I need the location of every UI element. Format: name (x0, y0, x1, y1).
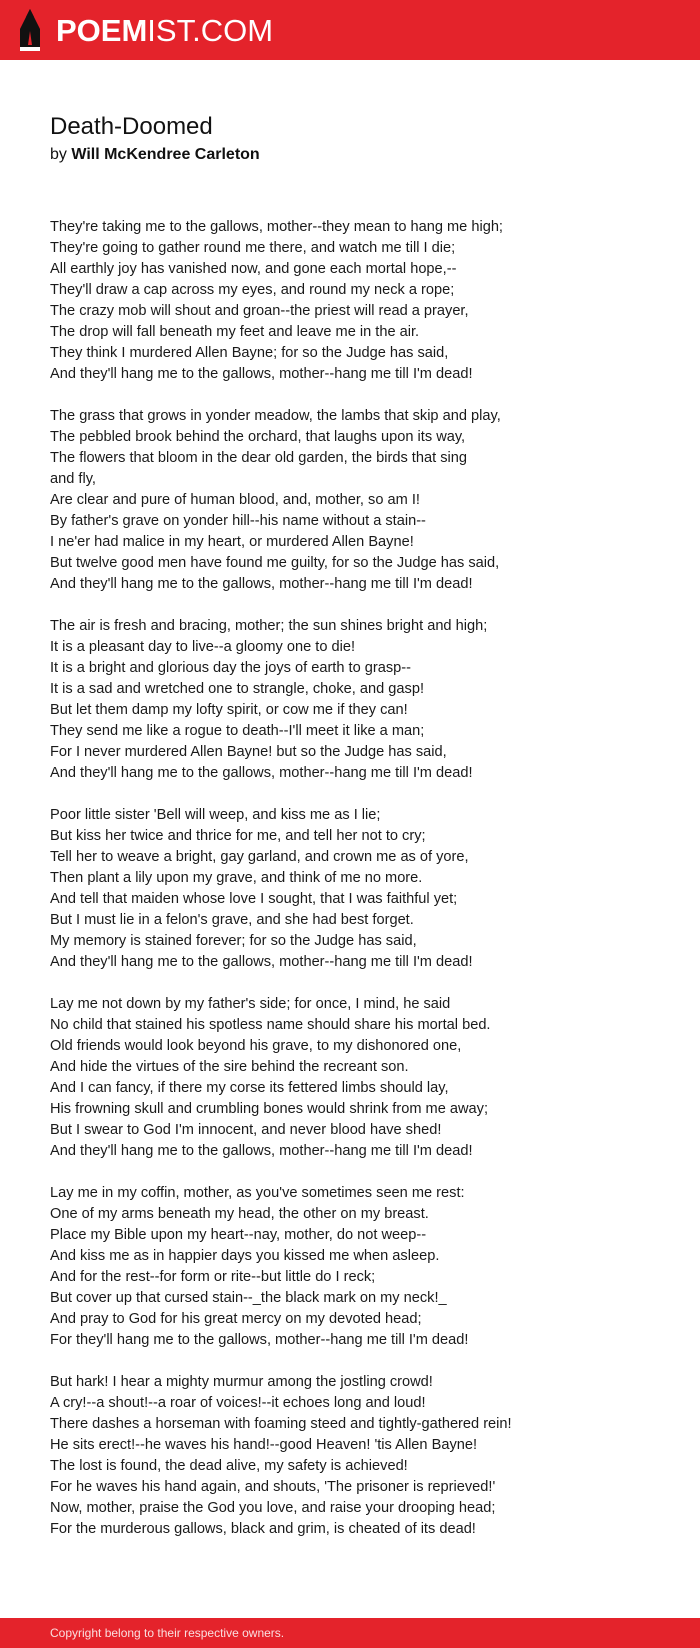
poem-line: His frowning skull and crumbling bones would shrink from me away; (50, 1101, 488, 1117)
by-label: by (50, 146, 67, 163)
poem-line: The air is fresh and bracing, mother; the sun shines bright and high; (50, 618, 488, 634)
poem-stanza (50, 1183, 660, 1351)
poem-line: But let them damp my lofty spirit, or cow me if they can! (50, 702, 408, 718)
pencil-icon (18, 9, 42, 51)
poem-line: For they'll hang me to the gallows, mother--hang me till I'm dead! (50, 1332, 469, 1348)
poem-line: Tell her to weave a bright, gay garland, and crown me as of yore, (50, 849, 469, 865)
poem-body (50, 217, 660, 1540)
site-logo-link[interactable] (18, 9, 273, 51)
poem-title: Death-Doomed (50, 113, 213, 140)
poem-line: For he waves his hand again, and shouts, 'The prisoner is reprieved!' (50, 1479, 496, 1495)
poem-line: A cry!--a shout!--a roar of voices!--it echoes long and loud! (50, 1395, 426, 1411)
poem-line: The pebbled brook behind the orchard, that laughs upon its way, (50, 429, 466, 445)
poem-line: And kiss me as in happier days you kissed me when asleep. (50, 1248, 440, 1264)
poem-line: But I swear to God I'm innocent, and never blood have shed! (50, 1122, 442, 1138)
poem-line: And hide the virtues of the sire behind the recreant son. (50, 1059, 409, 1075)
poem-line: It is a pleasant day to live--a gloomy one to die! (50, 639, 356, 655)
poem-line: And they'll hang me to the gallows, mother--hang me till I'm dead! (50, 765, 473, 781)
poem-line: The flowers that bloom in the dear old garden, the birds that sing (50, 450, 467, 466)
poem-line: By father's grave on yonder hill--his name without a stain-- (50, 513, 426, 529)
poem-line: And pray to God for his great mercy on my devoted head; (50, 1311, 422, 1327)
poem-line: And I can fancy, if there my corse its fettered limbs should lay, (50, 1080, 449, 1096)
poem-stanza (50, 616, 660, 784)
poem-line: And tell that maiden whose love I sought, that I was faithful yet; (50, 891, 458, 907)
poem-line: They're taking me to the gallows, mother--they mean to hang me high; (50, 219, 503, 235)
poem-line: Now, mother, praise the God you love, and raise your drooping head; (50, 1500, 496, 1516)
poem-line: And for the rest--for form or rite--but little do I reck; (50, 1269, 376, 1285)
poem-line: And they'll hang me to the gallows, mother--hang me till I'm dead! (50, 366, 473, 382)
poem-line: And they'll hang me to the gallows, mother--hang me till I'm dead! (50, 954, 473, 970)
poem-line: I ne'er had malice in my heart, or murdered Allen Bayne! (50, 534, 414, 550)
poem-line: For I never murdered Allen Bayne! but so the Judge has said, (50, 744, 447, 760)
poem-line: The crazy mob will shout and groan--the priest will read a prayer, (50, 303, 469, 319)
poem-author-link[interactable]: Will McKendree Carleton (71, 146, 260, 163)
poem-line: But hark! I hear a mighty murmur among the jostling crowd! (50, 1374, 433, 1390)
poem-line: They think I murdered Allen Bayne; for so the Judge has said, (50, 345, 449, 361)
poem-line: But twelve good men have found me guilty, for so the Judge has said, (50, 555, 500, 571)
poem-line: It is a sad and wretched one to strangle, choke, and gasp! (50, 681, 425, 697)
poem-line: There dashes a horseman with foaming steed and tightly-gathered rein! (50, 1416, 512, 1432)
site-header (0, 0, 700, 60)
poem-line: But kiss her twice and thrice for me, and tell her not to cry; (50, 828, 426, 844)
poem-line: Lay me in my coffin, mother, as you've sometimes seen me rest: (50, 1185, 465, 1201)
poem-line: The grass that grows in yonder meadow, the lambs that skip and play, (50, 408, 501, 424)
poem-line: Lay me not down by my father's side; for once, I mind, he said (50, 996, 451, 1012)
poem-line: And they'll hang me to the gallows, mother--hang me till I'm dead! (50, 576, 473, 592)
poem-byline (50, 144, 660, 166)
poem-line: And they'll hang me to the gallows, mother--hang me till I'm dead! (50, 1143, 473, 1159)
logo-text-bold: POEM (56, 12, 148, 48)
site-logo-text (56, 12, 274, 48)
poem-line: My memory is stained forever; for so the Judge has said, (50, 933, 417, 949)
poem-line: It is a bright and glorious day the joys of earth to grasp-- (50, 660, 411, 676)
poem-line: One of my arms beneath my head, the other on my breast. (50, 1206, 429, 1222)
poem-stanza (50, 1372, 660, 1540)
poem-line: Then plant a lily upon my grave, and think of me no more. (50, 870, 423, 886)
poem-line: For the murderous gallows, black and grim, is cheated of its dead! (50, 1521, 476, 1537)
poem-stanza (50, 217, 660, 385)
poem-line: But I must lie in a felon's grave, and she had best forget. (50, 912, 414, 928)
poem-line: He sits erect!--he waves his hand!--good Heaven! 'tis Allen Bayne! (50, 1437, 478, 1453)
poem-stanza (50, 805, 660, 973)
poem-line: Place my Bible upon my heart--nay, mother, do not weep-- (50, 1227, 427, 1243)
poem-line: They'll draw a cap across my eyes, and round my neck a rope; (50, 282, 455, 298)
poem-line: But cover up that cursed stain--_the black mark on my neck!_ (50, 1290, 447, 1306)
poem-line: They're going to gather round me there, and watch me till I die; (50, 240, 456, 256)
poem-line: Poor little sister 'Bell will weep, and kiss me as I lie; (50, 807, 381, 823)
poem-line: The drop will fall beneath my feet and leave me in the air. (50, 324, 420, 340)
poem-line: All earthly joy has vanished now, and gone each mortal hope,-- (50, 261, 457, 277)
poem-content (50, 112, 660, 1561)
poem-line: and fly, (50, 471, 96, 487)
poem-line: Are clear and pure of human blood, and, mother, so am I! (50, 492, 420, 508)
site-footer (0, 1618, 700, 1648)
poem-line: Old friends would look beyond his grave, to my dishonored one, (50, 1038, 462, 1054)
logo-text-light: IST.COM (147, 12, 274, 48)
poem-line: No child that stained his spotless name should share his mortal bed. (50, 1017, 491, 1033)
poem-line: They send me like a rogue to death--I'll meet it like a man; (50, 723, 425, 739)
poem-stanza (50, 406, 660, 595)
poem-line: The lost is found, the dead alive, my safety is achieved! (50, 1458, 408, 1474)
copyright-text: Copyright belong to their respective owners. (50, 1626, 285, 1640)
poem-stanza (50, 994, 660, 1162)
